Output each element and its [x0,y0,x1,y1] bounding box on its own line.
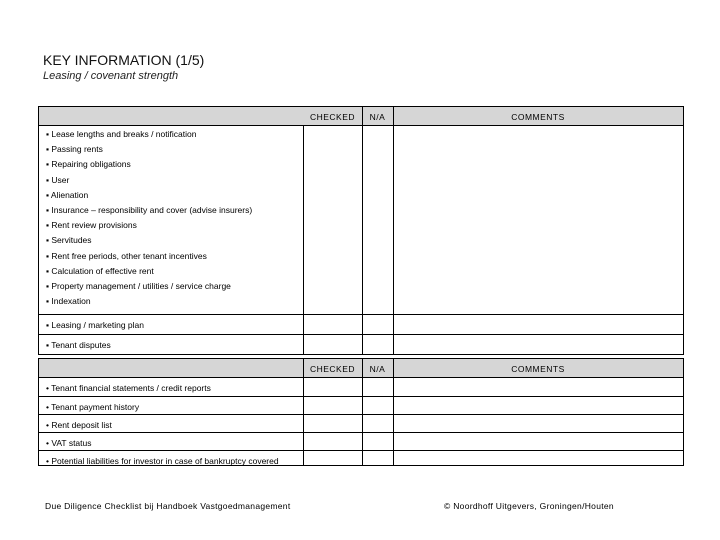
footer-right: © Noordhoff Uitgevers, Groningen/Houten [444,501,614,511]
checklist-item: ▪ Passing rents [46,144,103,155]
checklist-item: ▪ Property management / utilities / service charge [46,281,231,291]
table-row [39,414,683,432]
checklist-item: • Tenant payment history [46,402,140,412]
table-row [39,334,683,354]
checklist-item: ▪ Repairing obligations [46,159,131,170]
column-header-checked: CHECKED [309,364,356,374]
checklist-item: • Potential liabilities for investor in case of bankruptcy covered [46,456,279,466]
checklist-item: ▪ Servitudes [46,235,92,246]
column-header-na: N/A [369,112,386,122]
footer-left: Due Diligence Checklist bij Handboek Vastgoedmanagement [45,501,291,511]
checklist-item: ▪ Lease lengths and breaks / notification [46,129,197,139]
checklist-item: ▪ Leasing / marketing plan [46,320,144,330]
column-header-comments: COMMENTS [511,364,565,374]
checklist-item: ▪ Alienation [46,189,89,200]
checklist-item: ▪ Insurance – responsibility and cover (advise insurers) [46,205,253,215]
checklist-item: ▪ Tenant disputes [46,340,111,350]
table-row [39,450,683,468]
checklist-item: • Tenant financial statements / credit reports [46,383,211,393]
column-header-checked: CHECKED [309,112,356,122]
checklist-table-covenant [38,358,684,466]
checklist-item: ▪ Indexation [46,296,91,307]
table-row [39,432,683,450]
table-row [39,314,683,334]
table-row [39,396,683,414]
column-header-na: N/A [369,364,386,374]
checklist-item: ▪ User [46,174,70,185]
checklist-item: ▪ Rent review provisions [46,220,137,231]
table-row [39,378,683,396]
checklist-item: ▪ Rent free periods, other tenant incentives [46,250,207,261]
column-header-comments: COMMENTS [511,112,565,122]
page-title: KEY INFORMATION (1/5) [43,52,205,68]
page-subtitle: Leasing / covenant strength [43,70,179,82]
table-header [39,107,683,126]
table-row-group [39,126,683,314]
checklist-table-leasing [38,106,684,355]
checklist-item: • VAT status [46,438,92,448]
checklist-item: ▪ Calculation of effective rent [46,265,154,276]
table-header [39,359,683,378]
checklist-item: • Rent deposit list [46,420,112,430]
